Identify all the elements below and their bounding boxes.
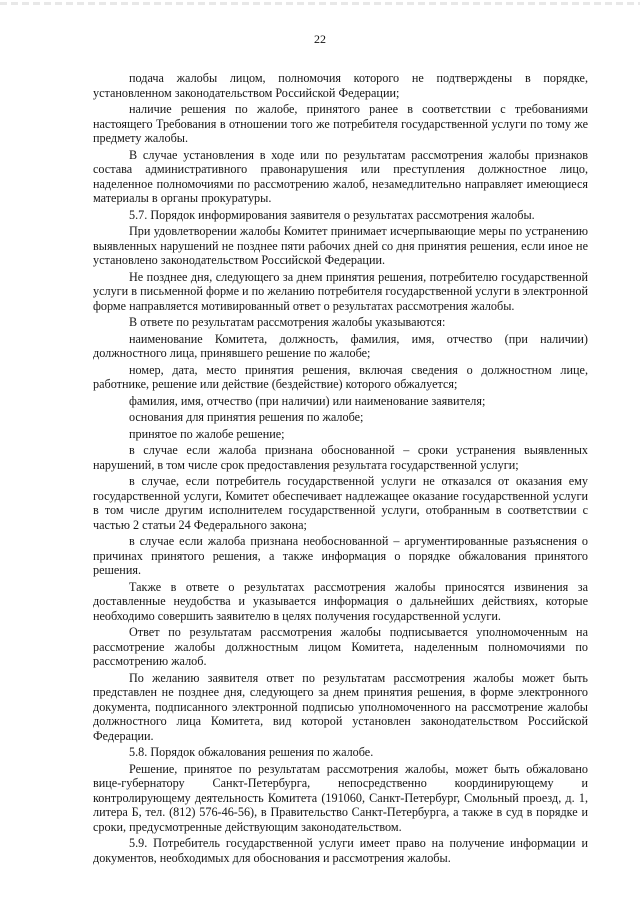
section-heading-5-7: 5.7. Порядок информирования заявителя о результатах рассмотрения жалобы.	[129, 207, 535, 222]
list-item: в случае если жалоба признана необоснованной – аргументированные разъяснения о причинах принятого решения, а также информация о порядке обжалования принятого решения.	[93, 534, 588, 577]
list-item: принятое по жалобе решение;	[129, 426, 285, 441]
scan-artifact-line	[0, 2, 640, 5]
paragraph: наличие решения по жалобе, принятого ранее в соответствии с требованиями настоящего Требования в отношении того же потребителя государственной услуги по тому же предмету жалобы.	[93, 102, 588, 145]
paragraph: Решение, принятое по результатам рассмотрения жалобы, может быть обжаловано вице-губернатору Санкт-Петербурга, непосредственно координирующему и контролирующему деятельность Комитета (191060, Санкт-Петербург, Смольный проезд, д. 1, литера Б, тел. (812) 576-46-56), в Правительство Санкт-Петербурга, а также в суд в порядке и сроки, предусмотренные действующим законодательством.	[93, 761, 588, 834]
paragraph: Также в ответе о результатах рассмотрения жалобы приносятся извинения за доставленные неудобства и указывается информация о дальнейших действиях, которые необходимо совершить заявителю в целях получения государственной услуги.	[93, 579, 588, 623]
paragraph: подача жалобы лицом, полномочия которого не подтверждены в порядке, установленном законодательством Российской Федерации;	[93, 71, 588, 100]
paragraph: В случае установления в ходе или по результатам рассмотрения жалобы признаков состава административного правонарушения или преступления должностное лицо, наделенное полномочиями по рассмотрению жалоб, незамедлительно направляет имеющиеся материалы в органы прокуратуры.	[93, 147, 588, 205]
list-item: в случае если жалоба признана обоснованной – сроки устранения выявленных нарушений, в том числе срок предоставления результата государственной услуги;	[93, 443, 588, 472]
list-item: фамилия, имя, отчество (при наличии) или наименование заявителя;	[129, 393, 486, 408]
section-heading-5-9: 5.9. Потребитель государственной услуги имеет право на получение информации и документов, необходимых для обоснования и рассмотрения жалобы.	[93, 836, 588, 865]
paragraph: В ответе по результатам рассмотрения жалобы указываются:	[129, 315, 446, 329]
section-heading-5-8: 5.8. Порядок обжалования решения по жалобе.	[129, 745, 374, 759]
list-item: основания для принятия решения по жалобе;	[129, 410, 364, 424]
paragraph: По желанию заявителя ответ по результатам рассмотрения жалобы может быть представлен не позднее дня, следующего за днем принятия решения, в форме электронного документа, подписанного электронной подписью уполномоченного на рассмотрение жалобы должностного лица Комитета, вид которой установлен законодательством Российской Федерации.	[93, 670, 588, 743]
list-item: номер, дата, место принятия решения, включая сведения о должностном лице, работнике, решение или действие (бездействие) которого обжалуется;	[93, 362, 588, 391]
paragraph: Ответ по результатам рассмотрения жалобы подписывается уполномоченным на рассмотрение жалобы должностным лицом Комитета, наделенным полномочиями по рассмотрению жалоб.	[93, 625, 588, 668]
document-body	[93, 71, 588, 869]
paragraph: При удовлетворении жалобы Комитет принимает исчерпывающие меры по устранению выявленных нарушений не позднее пяти рабочих дней со дня принятия решения, если иное не установлено законодательством Российской Федерации.	[93, 224, 588, 267]
list-item: наименование Комитета, должность, фамилия, имя, отчество (при наличии) должностного лица, принявшего решение по жалобе;	[93, 331, 588, 360]
page-number: 22	[314, 32, 326, 46]
list-item: в случае, если потребитель государственной услуги не отказался от оказания ему государственной услуги, Комитет обеспечивает надлежащее оказание государственной услуги в том числе другим исполнителем государственной услуги, отобранным в соответствии с частью 2 статьи 24 Федерального закона;	[93, 474, 588, 532]
paragraph: Не позднее дня, следующего за днем принятия решения, потребителю государственной услуги в письменной форме и по желанию потребителя государственной услуги в электронной форме направляется мотивированный ответ о результатах рассмотрения жалобы.	[93, 269, 588, 313]
